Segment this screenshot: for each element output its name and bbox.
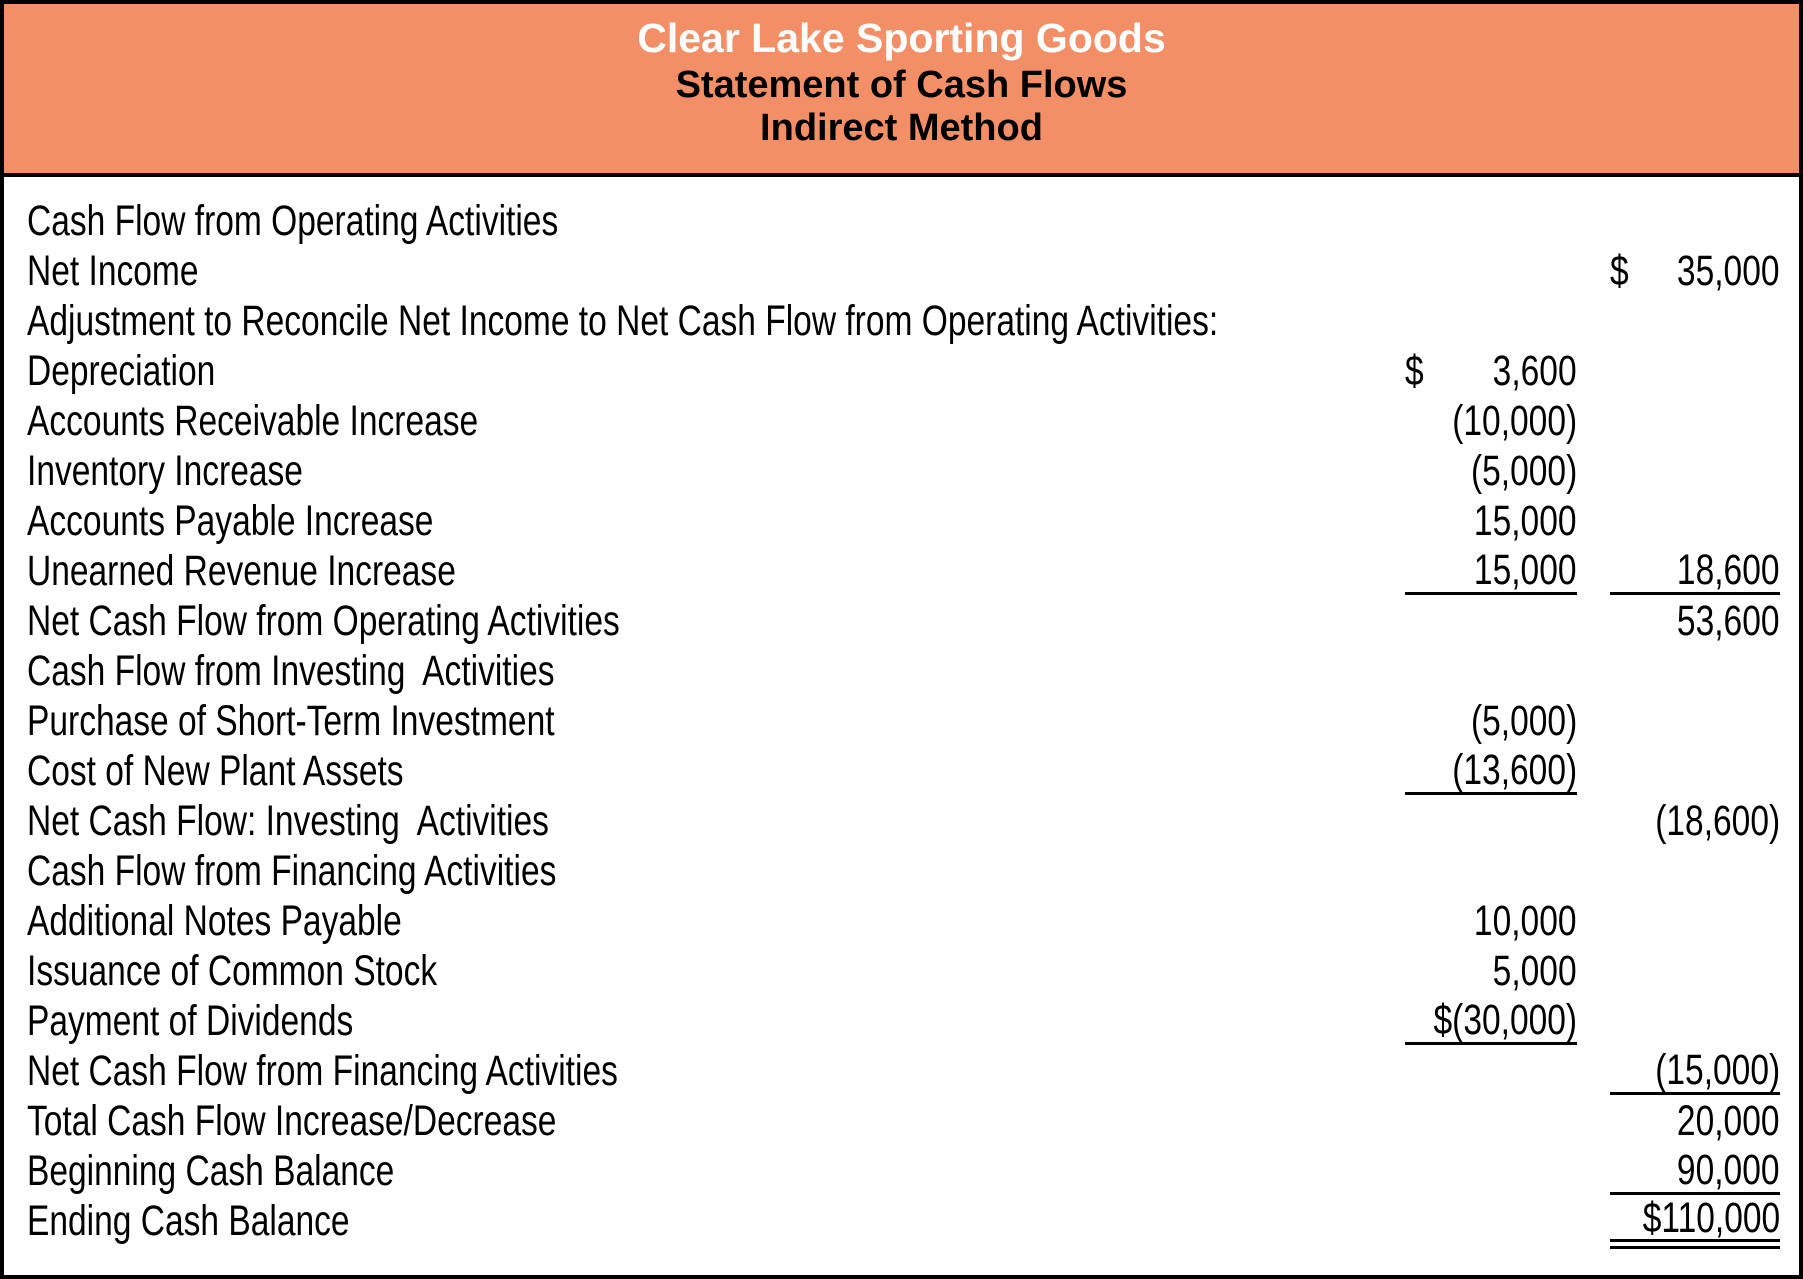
amount-col2-text: 18,600 xyxy=(1677,545,1780,594)
row-label xyxy=(4,598,1405,645)
statement-method: Indirect Method xyxy=(760,107,1043,149)
amount-col2-text: 35,000 xyxy=(1677,247,1780,295)
row-label xyxy=(4,548,1405,595)
amount-col2 xyxy=(1610,698,1780,745)
amount-col1 xyxy=(1405,1198,1577,1245)
row-label xyxy=(4,1048,1405,1095)
amount-col2 xyxy=(1610,545,1780,595)
statement-row-0 xyxy=(4,198,1799,248)
statement-row-9 xyxy=(4,648,1799,698)
amount-col1-text: 3,600 xyxy=(1493,347,1577,395)
currency-symbol: $ xyxy=(1405,347,1424,395)
row-label xyxy=(4,898,1405,945)
row-label-text: Depreciation xyxy=(27,347,216,395)
currency-symbol: $ xyxy=(1610,247,1629,295)
statement-row-3 xyxy=(4,348,1799,398)
statement-row-16 xyxy=(4,995,1799,1048)
amount-col2 xyxy=(1610,298,1780,345)
company-name: Clear Lake Sporting Goods xyxy=(637,15,1166,61)
amount-col1 xyxy=(1405,398,1577,445)
statement-row-15 xyxy=(4,948,1799,998)
amount-col2 xyxy=(1610,498,1780,545)
amount-col2 xyxy=(1610,598,1780,645)
statement-row-13 xyxy=(4,848,1799,898)
amount-col1-text: $(30,000) xyxy=(1433,995,1577,1044)
statement-row-19 xyxy=(4,1145,1799,1198)
row-label xyxy=(4,648,1405,695)
statement-body xyxy=(4,177,1799,1275)
amount-col2 xyxy=(1610,798,1780,845)
statement-row-2 xyxy=(4,298,1799,348)
amount-col2 xyxy=(1610,898,1780,945)
amount-col2 xyxy=(1610,198,1780,245)
row-label-text: Cash Flow from Operating Activities xyxy=(27,197,559,245)
amount-col2-text: 53,600 xyxy=(1677,597,1780,645)
amount-col2 xyxy=(1610,348,1780,395)
statement-row-6 xyxy=(4,498,1799,548)
amount-col1 xyxy=(1405,545,1577,595)
amount-col1-text: (13,600) xyxy=(1452,745,1577,794)
amount-col1 xyxy=(1405,348,1577,395)
amount-col1-text: (5,000) xyxy=(1470,447,1577,495)
amount-col2 xyxy=(1610,1145,1780,1195)
statement-row-7 xyxy=(4,545,1799,598)
statement-row-14 xyxy=(4,898,1799,948)
amount-col1-text: (5,000) xyxy=(1470,697,1577,745)
statement-header xyxy=(4,4,1799,177)
row-label-text: Unearned Revenue Increase xyxy=(27,547,456,595)
statement-row-12 xyxy=(4,798,1799,848)
amount-col2-text: (18,600) xyxy=(1655,797,1780,845)
row-label xyxy=(4,298,1405,345)
row-label-text: Net Cash Flow: Investing Activities xyxy=(27,797,549,845)
amount-col1 xyxy=(1405,498,1577,545)
amount-col1 xyxy=(1405,448,1577,495)
amount-col2 xyxy=(1610,1194,1780,1249)
amount-col1 xyxy=(1405,798,1577,845)
amount-col2 xyxy=(1610,998,1780,1045)
amount-col1-text: 10,000 xyxy=(1474,897,1577,945)
amount-col1 xyxy=(1405,198,1577,245)
amount-col2-text: (15,000) xyxy=(1655,1045,1780,1094)
row-label xyxy=(4,698,1405,745)
amount-col1 xyxy=(1405,995,1577,1045)
row-label-text: Cost of New Plant Assets xyxy=(27,747,404,795)
amount-col2 xyxy=(1610,1098,1780,1145)
amount-col2 xyxy=(1610,398,1780,445)
statement-row-11 xyxy=(4,745,1799,798)
amount-col1 xyxy=(1405,848,1577,895)
amount-col2-text: 20,000 xyxy=(1677,1097,1780,1145)
amount-col1 xyxy=(1405,598,1577,645)
row-label xyxy=(4,1198,1405,1245)
amount-col1-text: 15,000 xyxy=(1474,497,1577,545)
amount-col1 xyxy=(1405,298,1577,345)
amount-col2 xyxy=(1610,648,1780,695)
row-label-text: Total Cash Flow Increase/Decrease xyxy=(27,1097,557,1145)
amount-col2 xyxy=(1610,948,1780,995)
row-label xyxy=(4,398,1405,445)
amount-col2 xyxy=(1610,1045,1780,1095)
row-label-text: Cash Flow from Investing Activities xyxy=(27,647,555,695)
amount-col1 xyxy=(1405,1148,1577,1195)
row-label-text: Inventory Increase xyxy=(27,447,303,495)
row-label xyxy=(4,848,1405,895)
row-label-text: Adjustment to Reconcile Net Income to Net Cash Flow from Operating Activities: xyxy=(27,297,1219,345)
row-label-text: Payment of Dividends xyxy=(27,997,354,1045)
amount-col1 xyxy=(1405,745,1577,795)
row-label-text: Net Cash Flow from Financing Activities xyxy=(27,1047,618,1095)
row-label-text: Issuance of Common Stock xyxy=(27,947,438,995)
amount-col1-text: 15,000 xyxy=(1474,545,1577,594)
row-label xyxy=(4,798,1405,845)
amount-col1 xyxy=(1405,248,1577,295)
row-label xyxy=(4,998,1405,1045)
amount-col1 xyxy=(1405,648,1577,695)
row-label-text: Additional Notes Payable xyxy=(27,897,402,945)
row-label xyxy=(4,448,1405,495)
row-label-text: Cash Flow from Financing Activities xyxy=(27,847,557,895)
amount-col1 xyxy=(1405,898,1577,945)
row-label-text: Accounts Payable Increase xyxy=(27,497,434,545)
row-label xyxy=(4,1148,1405,1195)
statement-row-20 xyxy=(4,1194,1799,1248)
statement-row-5 xyxy=(4,448,1799,498)
statement-row-18 xyxy=(4,1098,1799,1148)
amount-col2 xyxy=(1610,748,1780,795)
statement-row-10 xyxy=(4,698,1799,748)
statement-row-8 xyxy=(4,598,1799,648)
amount-col1-text: (10,000) xyxy=(1452,397,1577,445)
row-label-text: Net Income xyxy=(27,247,199,295)
statement-row-17 xyxy=(4,1045,1799,1098)
amount-col1 xyxy=(1405,1048,1577,1095)
statement-row-4 xyxy=(4,398,1799,448)
row-label-text: Purchase of Short-Term Investment xyxy=(27,697,555,745)
statement-row-1 xyxy=(4,248,1799,298)
row-label-text: Accounts Receivable Increase xyxy=(27,397,479,445)
amount-col1 xyxy=(1405,1098,1577,1145)
amount-col1 xyxy=(1405,698,1577,745)
row-label-text: Beginning Cash Balance xyxy=(27,1147,395,1195)
row-label xyxy=(4,1098,1405,1145)
amount-col2 xyxy=(1610,448,1780,495)
row-label xyxy=(4,198,1405,245)
row-label xyxy=(4,248,1405,295)
row-label xyxy=(4,748,1405,795)
row-label-text: Net Cash Flow from Operating Activities xyxy=(27,597,620,645)
amount-col2-text: $110,000 xyxy=(1642,1194,1780,1242)
amount-col2-text: 90,000 xyxy=(1677,1145,1780,1194)
row-label xyxy=(4,948,1405,995)
amount-col1 xyxy=(1405,948,1577,995)
amount-col2 xyxy=(1610,248,1780,295)
row-label xyxy=(4,348,1405,395)
row-label xyxy=(4,498,1405,545)
amount-col2 xyxy=(1610,848,1780,895)
statement-title: Statement of Cash Flows xyxy=(675,64,1128,106)
amount-col1-text: 5,000 xyxy=(1493,947,1577,995)
row-label-text: Ending Cash Balance xyxy=(27,1197,350,1245)
